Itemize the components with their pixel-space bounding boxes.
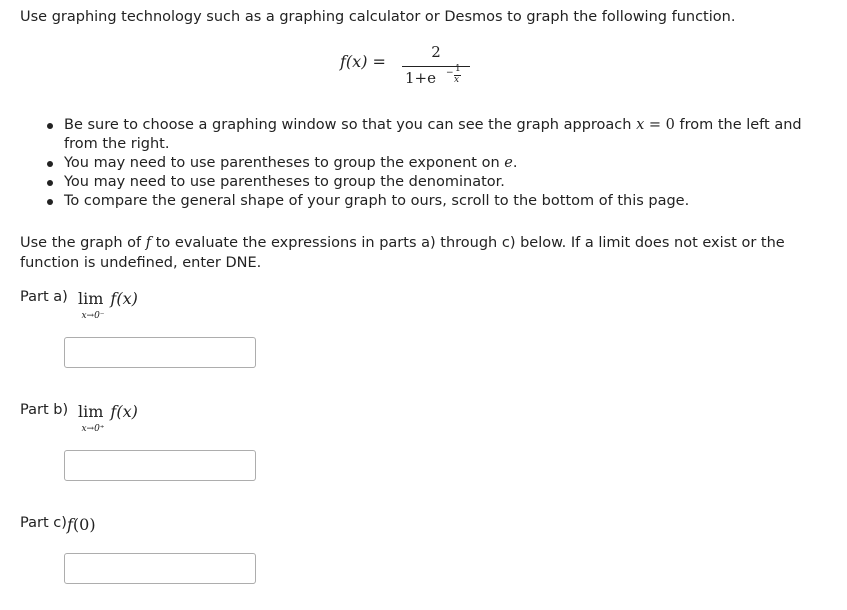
lim-operator: lim <box>78 289 104 308</box>
limit-subscript: x→0⁺ <box>81 424 105 434</box>
instructions-text: Use the graph of <box>20 235 146 251</box>
part-b-label: Part b) <box>20 402 69 418</box>
function-name: f <box>67 515 73 534</box>
formula-numerator: 2 <box>431 43 441 61</box>
part-a-label: Part a) <box>20 289 68 305</box>
part-b-limit <box>78 402 138 434</box>
limit-expression: f(x) <box>110 289 138 308</box>
bullet-text: from the left and from the right. <box>64 117 802 152</box>
lim-operator: lim <box>78 402 104 421</box>
bullet-text: You may need to use parentheses to group the exponent on <box>64 155 505 171</box>
limit-expression: f(x) <box>110 402 138 421</box>
intro-text: Use graphing technology such as a graphing calculator or Desmos to graph the following function. <box>20 9 736 25</box>
list-item <box>44 154 814 173</box>
part-a-limit <box>78 289 138 321</box>
bullet-text: To compare the general shape of your graph to ours, scroll to the bottom of this page. <box>64 193 690 209</box>
function-argument: (0) <box>72 515 96 534</box>
formula-exponent <box>446 64 468 86</box>
part-c-label: Part c) <box>20 515 67 531</box>
list-item <box>44 192 814 211</box>
math-variable: e <box>504 155 513 171</box>
part-b-answer-input[interactable] <box>64 450 256 481</box>
formula-denominator: 1+e <box>405 69 436 87</box>
exponent-numerator: 1 <box>455 64 461 74</box>
exponent-minus: − <box>446 68 454 78</box>
part-c-expression <box>67 515 96 534</box>
hint-list <box>44 116 814 211</box>
math-variable: x <box>636 117 645 133</box>
list-item <box>44 173 814 192</box>
formula-lhs: f(x) = <box>340 52 386 71</box>
bullet-text: Be sure to choose a graphing window so that you can see the graph approach <box>64 117 637 133</box>
bullet-text: You may need to use parentheses to group the denominator. <box>64 174 505 190</box>
part-c-answer-input[interactable] <box>64 553 256 584</box>
instructions <box>20 233 800 273</box>
math-variable: f <box>145 235 152 251</box>
part-a-answer-input[interactable] <box>64 337 256 368</box>
math-equation: = 0 <box>644 117 675 133</box>
list-item <box>44 116 814 154</box>
limit-subscript: x→0⁻ <box>81 311 105 321</box>
exponent-denominator: x <box>454 75 460 85</box>
bullet-text: . <box>512 155 518 171</box>
instructions-text: to evaluate the expressions in parts a) through c) below. If a limit does not exist or the function is undefined, enter DNE. <box>20 235 785 271</box>
